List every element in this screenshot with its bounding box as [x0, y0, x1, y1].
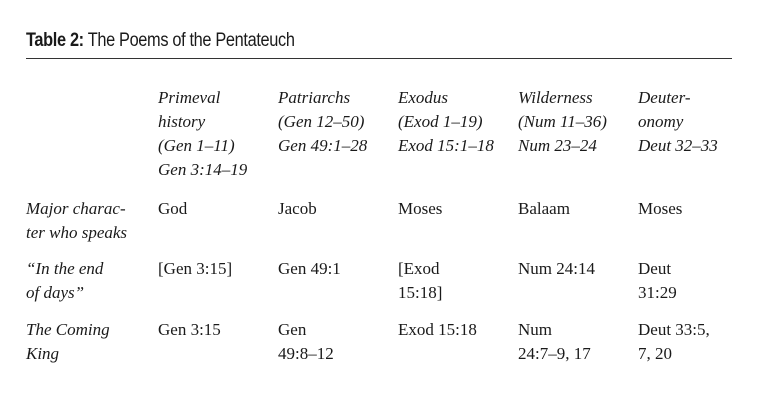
table-caption: [26, 30, 295, 52]
table-cell: [Gen 3:15]: [158, 259, 233, 278]
table-cell: Exod 15:18: [398, 320, 477, 339]
column-header-wilderness: Wilderness (Num 11–36) Num 23–24: [518, 88, 607, 155]
column-header-deuteronomy: Deuter- onomy Deut 32–33: [638, 88, 718, 155]
table-cell: God: [158, 199, 188, 218]
row-label-end-of-days: “In the end of days”: [26, 259, 104, 302]
table-cell: Balaam: [518, 199, 570, 218]
column-header-exodus: Exodus (Exod 1–19) Exod 15:1–18: [398, 88, 494, 155]
table-cell: Gen 3:15: [158, 320, 221, 339]
table-cell: [Exod 15:18]: [398, 259, 443, 302]
table-cell: Num 24:14: [518, 259, 595, 278]
column-header-patriarchs: Patriarchs (Gen 12–50) Gen 49:1–28: [278, 88, 368, 155]
row-label-major-character: Major charac- ter who speaks: [26, 199, 128, 242]
table-cell: Jacob: [278, 199, 317, 218]
table-cell: Deut 33:5, 7, 20: [638, 320, 710, 363]
table-caption-title: The Poems of the Pentateuch: [87, 30, 295, 51]
table-cell: Moses: [638, 199, 683, 218]
table-cell: Deut 31:29: [638, 259, 677, 302]
table-cell: Moses: [398, 199, 443, 218]
table-cell: Gen 49:8–12: [278, 320, 334, 363]
caption-rule: [26, 58, 732, 59]
table-cell: Gen 49:1: [278, 259, 341, 278]
table-cell: Num 24:7–9, 17: [518, 320, 591, 363]
row-label-coming-king: The Coming King: [26, 320, 110, 363]
column-header-primeval: Primeval history (Gen 1–11) Gen 3:14–19: [158, 88, 248, 179]
table-caption-label: Table 2:: [26, 30, 84, 51]
